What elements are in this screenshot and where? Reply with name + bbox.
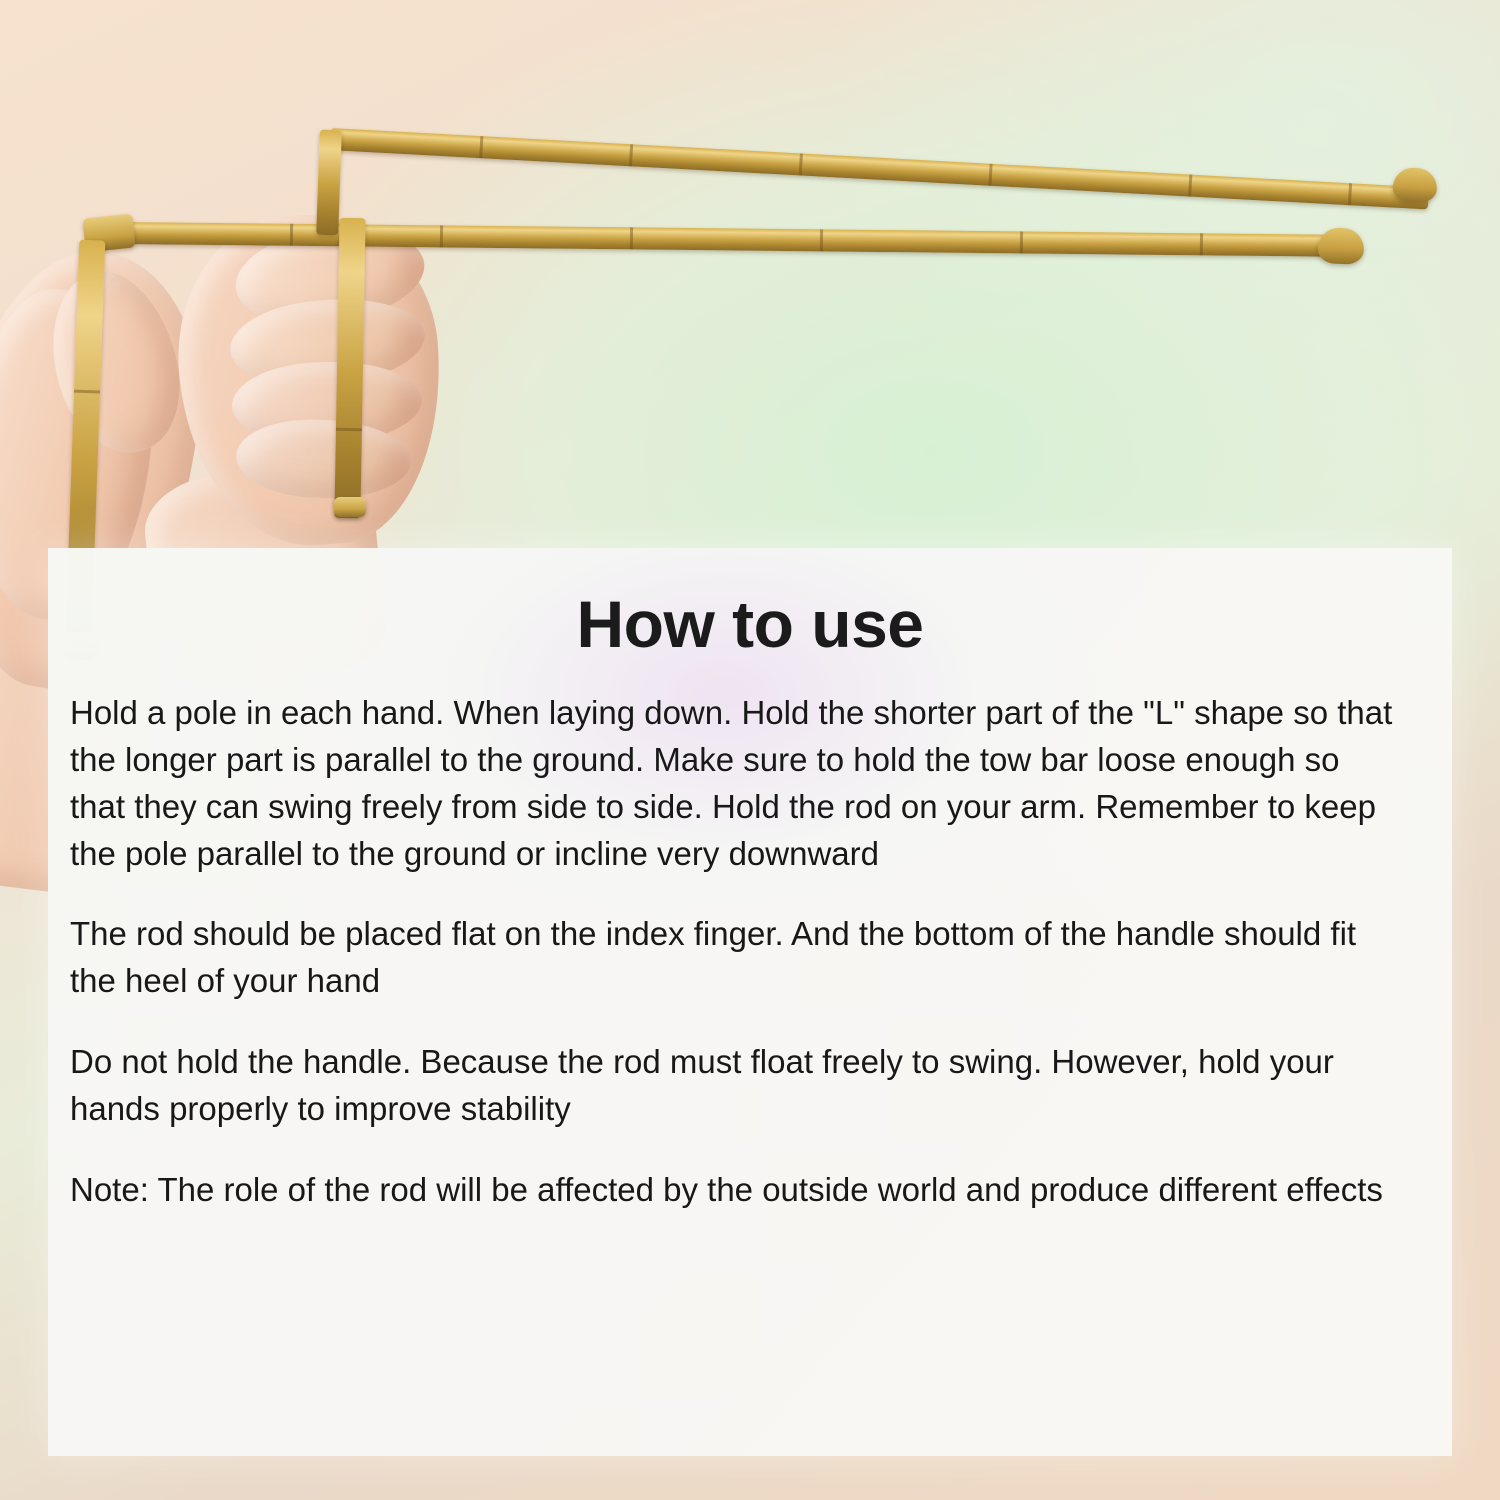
instruction-panel: [48, 548, 1452, 1456]
dowsing-rod-upper-tip: [1392, 167, 1438, 203]
panel-title: How to use: [576, 587, 924, 661]
dowsing-rod-upper-short-arm: [316, 130, 342, 236]
dowsing-rod-right-hand-handle: [334, 218, 365, 518]
dowsing-rod-right-hand-handle-cap: [334, 497, 366, 517]
instruction-paragraph: Hold a pole in each hand. When laying down. Hold the shorter part of the "L" shape so that the longer part is parallel to the ground. Make sure to hold the tow bar loose enough so that they can swing freely from side to side. Hold the rod on your arm. Remember to keep the pole parallel to the ground or incline very downward: [70, 694, 1393, 872]
instruction-paragraph: Do not hold the handle. Because the rod must float freely to swing. However, hold your hands properly to improve stability: [70, 1043, 1334, 1128]
panel-body: [48, 672, 1452, 1214]
dowsing-rod-upper-long-arm: [329, 128, 1429, 209]
dowsing-rod-lower-tip: [1317, 227, 1364, 265]
instruction-paragraph: The rod should be placed flat on the index finger. And the bottom of the handle should fit the heel of your hand: [70, 915, 1357, 1000]
instruction-paragraph: Note: The role of the rod will be affected by the outside world and produce different effects: [70, 1170, 1383, 1208]
